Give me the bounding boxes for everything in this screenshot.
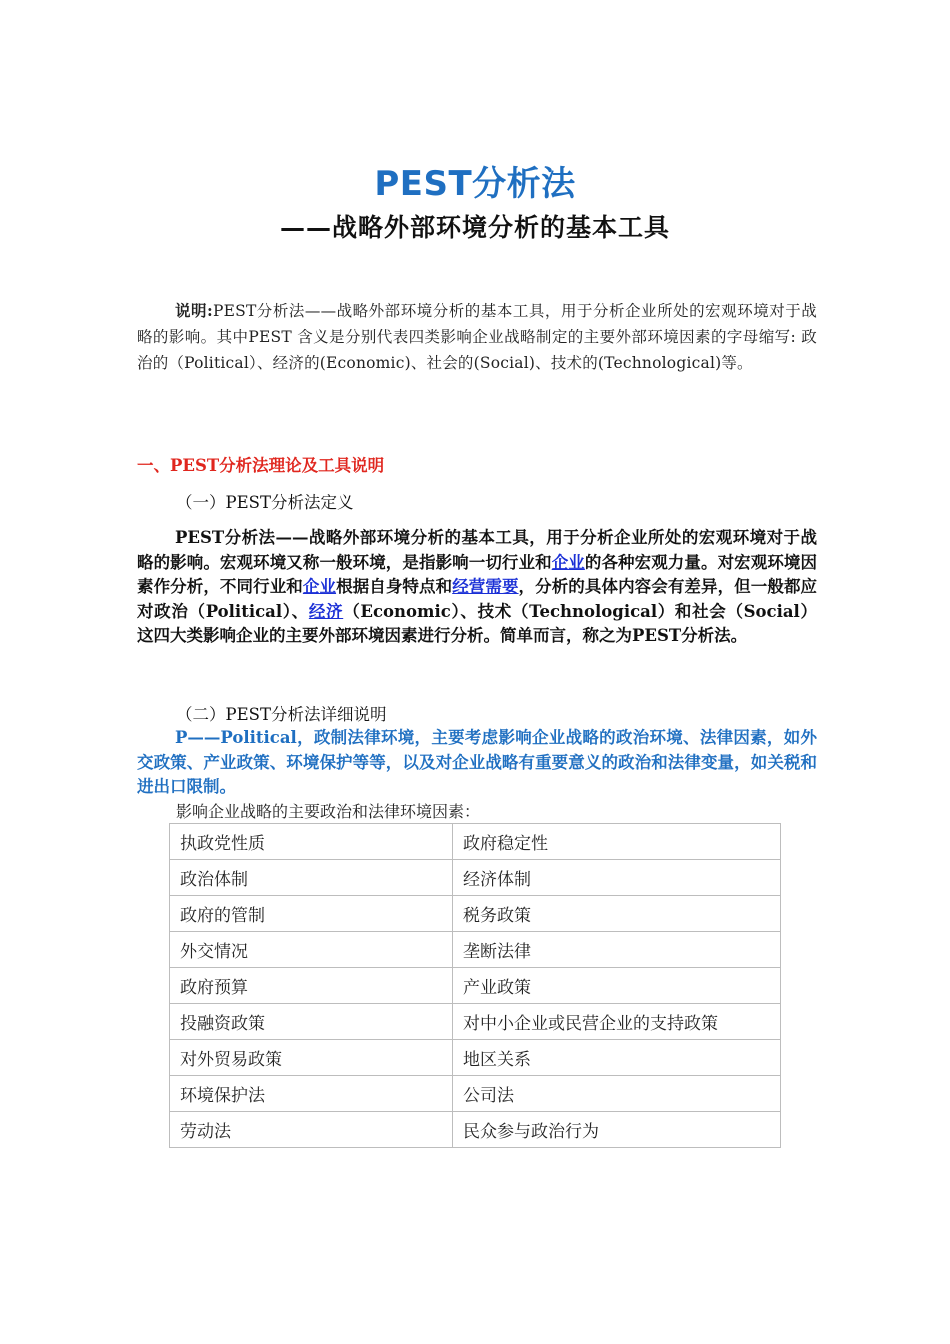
definition-text-4: ，分析的具体内容会有差异，但一般都应对政治（Political）、 (137, 577, 818, 621)
table-row (170, 1076, 781, 1112)
definition-text-2: 的各种宏观力量。对宏观环境因素作分析，不同行业和 (137, 552, 818, 596)
table-cell: 环境保护法 (170, 1076, 453, 1112)
table-row (170, 896, 781, 932)
table-cell: 垄断法律 (453, 932, 781, 968)
definition-text-1: PEST分析法——战略外部环境分析的基本工具，用于分析企业所处的宏观环境对于战略的影响。宏观环境又称一般环境，是指影响一切行业和 (137, 528, 817, 572)
document-title: PEST分析法 (374, 164, 576, 204)
description-text: PEST分析法——战略外部环境分析的基本工具，用于分析企业所处的宏观环境对于战略的影响。其中PEST 含义是分别代表四类影响企业战略制定的主要外部环境因素的字母缩写: 政治的（Political）、经济的(Economic)、社会的(Social)、技术的(Technological)等。 (137, 302, 817, 372)
definition-paragraph (137, 526, 817, 649)
table-cell: 政治体制 (170, 860, 453, 896)
table-row (170, 860, 781, 896)
table-row (170, 1112, 781, 1148)
table-cell: 经济体制 (453, 860, 781, 896)
table-cell: 税务政策 (453, 896, 781, 932)
table-cell: 投融资政策 (170, 1004, 453, 1040)
table-row (170, 968, 781, 1004)
section-heading: 一、PEST分析法理论及工具说明 (137, 456, 385, 475)
table-cell: 公司法 (453, 1076, 781, 1112)
table-cell: 政府稳定性 (453, 824, 781, 860)
table-cell: 对中小企业或民营企业的支持政策 (453, 1004, 781, 1040)
link-business-needs[interactable]: 经营需要 (452, 577, 519, 596)
table-cell: 外交情况 (170, 932, 453, 968)
table-row (170, 1004, 781, 1040)
table-cell: 产业政策 (453, 968, 781, 1004)
link-enterprise-1[interactable]: 企业 (551, 552, 585, 572)
table-row (170, 1040, 781, 1076)
political-factors-table (169, 823, 781, 1148)
description-lead: 说明: (175, 301, 213, 320)
document-subtitle: ——战略外部环境分析的基本工具 (279, 213, 670, 242)
subsection-heading-details: （二）PEST分析法详细说明 (176, 705, 387, 724)
political-paragraph: P——Political，政制法律环境，主要考虑影响企业战略的政治环境、法律因素，如外交政策、产业政策、环境保护等等，以及对企业战略有重要意义的政治和法律变量，如关税和进出口限制。 (137, 728, 817, 796)
link-enterprise-2[interactable]: 企业 (302, 577, 337, 596)
table-cell: 政府的管制 (170, 896, 453, 932)
link-economy[interactable]: 经济 (308, 601, 344, 621)
description-paragraph (137, 298, 817, 376)
subsection-heading-definition: （一）PEST分析法定义 (176, 493, 354, 512)
table-cell: 政府预算 (170, 968, 453, 1004)
definition-text-3: 根据自身特点和 (336, 577, 453, 596)
table-cell: 对外贸易政策 (170, 1040, 453, 1076)
table-cell: 劳动法 (170, 1112, 453, 1148)
table-cell: 民众参与政治行为 (453, 1112, 781, 1148)
table-cell: 执政党性质 (170, 824, 453, 860)
table-row (170, 932, 781, 968)
table-cell: 地区关系 (453, 1040, 781, 1076)
table-row (170, 824, 781, 860)
table-caption: 影响企业战略的主要政治和法律环境因素： (176, 802, 481, 821)
definition-text-5: （Economic）、技术（Technological）和社会（Social）这四大类影响企业的主要外部环境因素进行分析。简单而言，称之为PEST分析法。 (137, 601, 817, 645)
